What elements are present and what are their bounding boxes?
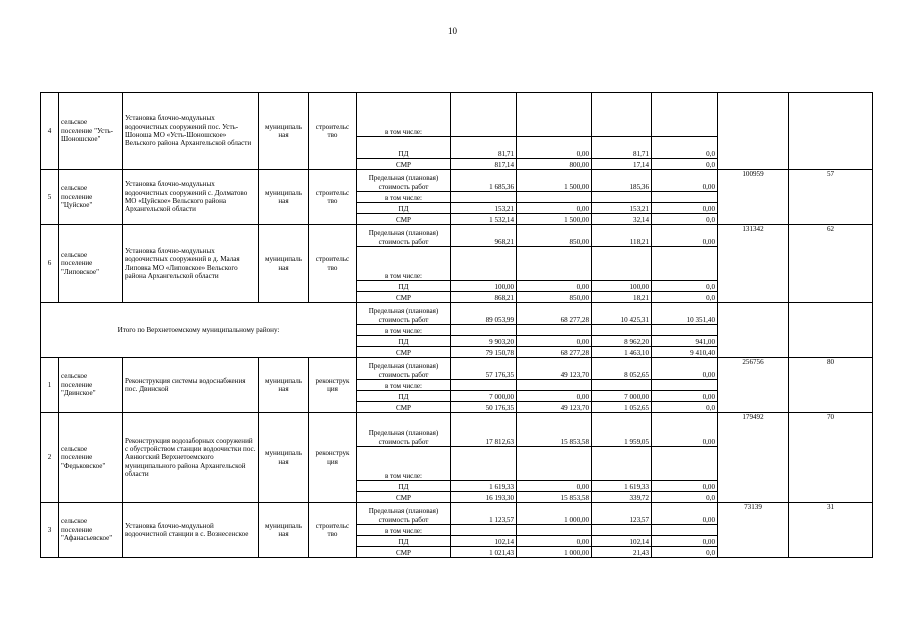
value-source-3: 0,0: [652, 281, 718, 292]
value-source-1: 1 500,00: [517, 170, 592, 192]
value-source-3: [652, 192, 718, 203]
value-source-3: 0,00: [652, 413, 718, 447]
cost-label: в том числе:: [357, 447, 451, 481]
table-row: [41, 225, 873, 247]
value-source-1: 850,00: [517, 292, 592, 303]
value-source-1: 1 500,00: [517, 214, 592, 225]
value-source-1: 1 000,00: [517, 547, 592, 558]
value-total: 9 903,20: [451, 336, 517, 347]
value-total: [451, 380, 517, 391]
value-source-1: 0,00: [517, 336, 592, 347]
value-total: [451, 247, 517, 281]
value-source-1: 850,00: [517, 225, 592, 247]
value-total: 817,14: [451, 159, 517, 170]
value-source-2: 7 000,00: [592, 391, 652, 402]
settlement-name: сельское поселение "Федьковское": [59, 413, 123, 503]
settlement-name: сельское поселение "Афанасьевское": [59, 503, 123, 558]
cost-label: ПД: [357, 481, 451, 492]
value-total: 1 021,43: [451, 547, 517, 558]
value-source-1: [517, 380, 592, 391]
object-description: Реконструкция водозаборных сооружений с обустройством станции водоочистки пос. Авнюгский Верхнетоемского муниципального района Архангельской области: [123, 413, 259, 503]
coverage-percent: 57: [789, 170, 873, 225]
cost-label: ПД: [357, 281, 451, 292]
value-source-2: 100,00: [592, 281, 652, 292]
value-source-2: 185,36: [592, 170, 652, 192]
value-total: 50 176,35: [451, 402, 517, 413]
population-count: 73139: [718, 503, 789, 558]
value-total: 1 123,57: [451, 503, 517, 525]
value-source-2: 339,72: [592, 492, 652, 503]
cost-label: Предельная (плановая) стоимость работ: [357, 503, 451, 525]
value-source-3: 941,00: [652, 336, 718, 347]
coverage-percent: 70: [789, 413, 873, 503]
row-number: 5: [41, 170, 59, 225]
population-count: 131342: [718, 225, 789, 303]
cost-label: СМР: [357, 292, 451, 303]
value-total: 100,00: [451, 281, 517, 292]
table-row: [41, 503, 873, 525]
work-type: строительс тво: [309, 170, 357, 225]
ownership-type: муниципаль ная: [259, 413, 309, 503]
value-source-3: 0,00: [652, 203, 718, 214]
value-source-1: 0,00: [517, 203, 592, 214]
value-source-2: [592, 325, 652, 336]
table-row: [41, 358, 873, 380]
value-source-2: 1 052,65: [592, 402, 652, 413]
object-description: Установка блочно-модульных водоочистных сооружений с. Долматово МО «Цуйское» Вельского района Архангельской области: [123, 170, 259, 225]
value-source-3: [652, 447, 718, 481]
cost-label: Предельная (плановая) стоимость работ: [357, 170, 451, 192]
value-source-2: 32,14: [592, 214, 652, 225]
cost-label: ПД: [357, 391, 451, 402]
settlement-name: сельское поселение "Цуйское": [59, 170, 123, 225]
value-source-2: 1 959,05: [592, 413, 652, 447]
value-total: 57 176,35: [451, 358, 517, 380]
value-source-2: 8 962,20: [592, 336, 652, 347]
settlement-name: сельское поселение "Двинское": [59, 358, 123, 413]
value-total: [451, 525, 517, 536]
cost-label: СМР: [357, 402, 451, 413]
cost-label: Предельная (плановая) стоимость работ: [357, 358, 451, 380]
value-total: [451, 447, 517, 481]
works-table: [40, 92, 873, 558]
population-count: 256756: [718, 358, 789, 413]
value-source-1: 68 277,28: [517, 303, 592, 325]
row-number: 1: [41, 358, 59, 413]
value-source-2: 123,57: [592, 503, 652, 525]
value-source-1: 49 123,70: [517, 358, 592, 380]
cost-label: в том числе:: [357, 247, 451, 281]
cost-label: в том числе:: [357, 93, 451, 137]
value-source-2: [592, 447, 652, 481]
object-description: Установка блочно-модульных водоочистных сооружений пос. Усть-Шоноша МО «Усть-Шоношское» Вельского района Архангельской области: [123, 93, 259, 170]
value-total: 868,21: [451, 292, 517, 303]
value-source-3: 10 351,40: [652, 303, 718, 325]
value-source-3: 0,0: [652, 214, 718, 225]
value-source-1: 0,00: [517, 281, 592, 292]
coverage-percent: 31: [789, 503, 873, 558]
object-description: Установка блочно-модульных водоочистных сооружений в д. Малая Липовка МО «Липовское» Вельского района Архангельской области: [123, 225, 259, 303]
value-total: 153,21: [451, 203, 517, 214]
cost-label: Предельная (плановая) стоимость работ: [357, 303, 451, 325]
population-count: 100959: [718, 170, 789, 225]
value-source-3: 0,00: [652, 358, 718, 380]
value-source-2: [592, 93, 652, 137]
ownership-type: муниципаль ная: [259, 358, 309, 413]
object-description: Установка блочно-модульной водоочистной станции в с. Вознесенское: [123, 503, 259, 558]
value-source-2: [592, 192, 652, 203]
value-total: 17 812,63: [451, 413, 517, 447]
value-source-3: 0,00: [652, 481, 718, 492]
cost-label: Предельная (плановая) стоимость работ: [357, 225, 451, 247]
value-source-3: [652, 247, 718, 281]
cost-label: СМР: [357, 159, 451, 170]
table-row: [41, 93, 873, 137]
cost-label: Предельная (плановая) стоимость работ: [357, 413, 451, 447]
value-source-2: 1 463,10: [592, 347, 652, 358]
work-type: строительс тво: [309, 225, 357, 303]
cost-label: в том числе:: [357, 325, 451, 336]
coverage-percent: [789, 93, 873, 170]
value-total: [451, 93, 517, 137]
value-total: 1 532,14: [451, 214, 517, 225]
value-source-2: 8 052,65: [592, 358, 652, 380]
value-source-2: 10 425,31: [592, 303, 652, 325]
value-source-2: 17,14: [592, 159, 652, 170]
empty-cell: [718, 303, 789, 358]
district-total-label: Итого по Верхнетоемскому муниципальному району:: [41, 303, 357, 358]
ownership-type: муниципаль ная: [259, 225, 309, 303]
cost-label: в том числе:: [357, 525, 451, 536]
value-source-1: [517, 247, 592, 281]
value-source-3: 0,0: [652, 292, 718, 303]
value-source-1: [517, 192, 592, 203]
value-source-2: 81,71: [592, 137, 652, 159]
table-row: [41, 170, 873, 192]
value-source-1: 1 000,00: [517, 503, 592, 525]
ownership-type: муниципаль ная: [259, 93, 309, 170]
value-total: 81,71: [451, 137, 517, 159]
value-source-1: [517, 447, 592, 481]
value-source-3: [652, 380, 718, 391]
value-source-3: [652, 325, 718, 336]
row-number: 6: [41, 225, 59, 303]
value-total: [451, 192, 517, 203]
value-source-2: 1 619,33: [592, 481, 652, 492]
value-source-3: [652, 93, 718, 137]
value-source-1: 15 853,58: [517, 413, 592, 447]
value-source-1: 0,00: [517, 391, 592, 402]
value-total: 7 000,00: [451, 391, 517, 402]
value-source-1: 0,00: [517, 536, 592, 547]
value-source-3: 0,0: [652, 137, 718, 159]
value-source-2: 118,21: [592, 225, 652, 247]
value-source-3: [652, 525, 718, 536]
value-source-3: 0,00: [652, 391, 718, 402]
value-total: 16 193,30: [451, 492, 517, 503]
value-source-1: 0,00: [517, 481, 592, 492]
value-source-3: 9 410,40: [652, 347, 718, 358]
table-row: [41, 413, 873, 447]
value-source-2: [592, 380, 652, 391]
value-source-2: 18,21: [592, 292, 652, 303]
value-total: 1 685,36: [451, 170, 517, 192]
cost-label: ПД: [357, 137, 451, 159]
cost-label: СМР: [357, 492, 451, 503]
value-total: 79 150,78: [451, 347, 517, 358]
value-source-2: 21,43: [592, 547, 652, 558]
value-total: 1 619,33: [451, 481, 517, 492]
cost-label: в том числе:: [357, 380, 451, 391]
work-type: строительс тво: [309, 503, 357, 558]
value-source-2: 153,21: [592, 203, 652, 214]
value-source-3: 0,0: [652, 402, 718, 413]
ownership-type: муниципаль ная: [259, 503, 309, 558]
value-total: 968,21: [451, 225, 517, 247]
cost-label: ПД: [357, 203, 451, 214]
value-source-1: 800,00: [517, 159, 592, 170]
value-source-2: [592, 247, 652, 281]
cost-label: в том числе:: [357, 192, 451, 203]
work-type: реконструк ция: [309, 413, 357, 503]
value-source-1: 0,00: [517, 137, 592, 159]
ownership-type: муниципаль ная: [259, 170, 309, 225]
cost-label: СМР: [357, 214, 451, 225]
value-source-3: 0,00: [652, 225, 718, 247]
empty-cell: [789, 303, 873, 358]
value-total: 102,14: [451, 536, 517, 547]
value-source-1: [517, 325, 592, 336]
coverage-percent: 80: [789, 358, 873, 413]
cost-label: СМР: [357, 347, 451, 358]
value-source-3: 0,0: [652, 547, 718, 558]
row-number: 2: [41, 413, 59, 503]
cost-label: СМР: [357, 547, 451, 558]
row-number: 4: [41, 93, 59, 170]
value-source-3: 0,0: [652, 492, 718, 503]
value-source-1: 15 853,58: [517, 492, 592, 503]
work-type: строительс тво: [309, 93, 357, 170]
row-number: 3: [41, 503, 59, 558]
value-source-3: 0,00: [652, 536, 718, 547]
cost-label: ПД: [357, 536, 451, 547]
population-count: 179492: [718, 413, 789, 503]
page-number: 10: [448, 26, 457, 36]
value-source-2: 102,14: [592, 536, 652, 547]
value-source-1: [517, 525, 592, 536]
object-description: Реконструкция системы водоснабжения пос. Двинской: [123, 358, 259, 413]
cost-label: ПД: [357, 336, 451, 347]
value-source-3: 0,00: [652, 503, 718, 525]
value-source-1: 49 123,70: [517, 402, 592, 413]
settlement-name: сельское поселение "Липовское": [59, 225, 123, 303]
settlement-name: сельское поселение "Усть-Шоношское": [59, 93, 123, 170]
value-source-3: 0,0: [652, 159, 718, 170]
table-row: [41, 303, 873, 325]
value-total: [451, 325, 517, 336]
value-total: 89 053,99: [451, 303, 517, 325]
value-source-1: 68 277,28: [517, 347, 592, 358]
value-source-3: 0,00: [652, 170, 718, 192]
value-source-2: [592, 525, 652, 536]
population-count: [718, 93, 789, 170]
value-source-1: [517, 93, 592, 137]
coverage-percent: 62: [789, 225, 873, 303]
work-type: реконструк ция: [309, 358, 357, 413]
